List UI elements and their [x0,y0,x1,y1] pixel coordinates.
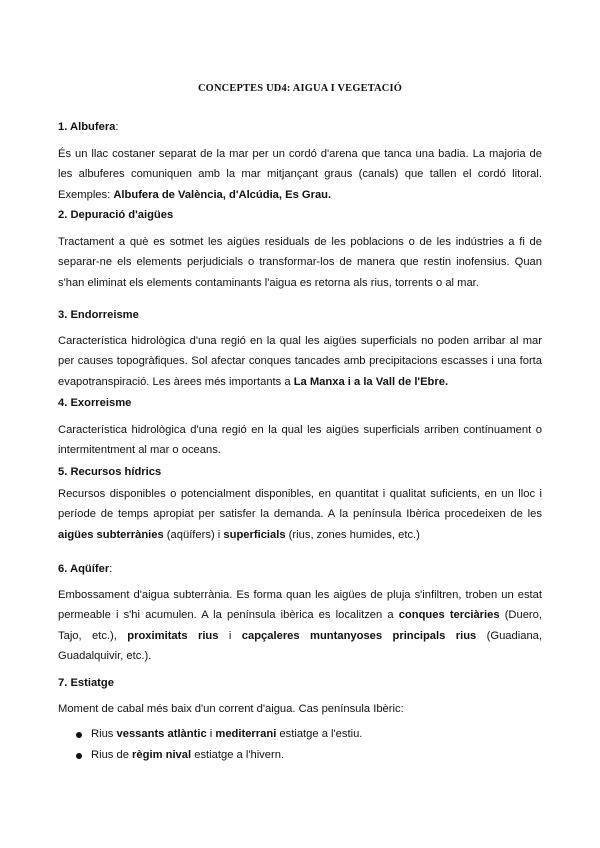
heading-text: 7. Estiatge [58,677,114,689]
text-run: Rius de [91,748,133,761]
text-run: Característica hidrològica d'una regió en la qual les aigües superficials no poden arribar al mar per causes topogràfiques. Sol afectar conques tancades amb precipitacions escasses i una forta evapotranspiració. Les àrees més importants a [58,335,542,388]
section-body-depuracio [58,232,542,293]
heading-text: 2. Depuració d'aigües [58,209,174,221]
section-body-aqueifer [58,585,542,666]
section-body-recursos-hidrics [58,484,542,545]
text-run: Moment de cabal més baix d'un corrent d'aigua. Cas península Ibèric: [58,703,404,715]
section-heading-exorreisme [58,397,131,409]
bold-text-run: vessants atlàntic [116,728,207,740]
bold-text-run: capçaleres muntanyoses principals rius [241,629,477,642]
text-run: Característica hidrològica d'una regió en la qual les aigües superficials arriben contínuament o intermitentment al mar o oceans. [58,424,542,457]
section-body-albufera [58,144,542,205]
text-run: Recursos disponibles o potencialment disponibles, en quantitat i qualitat suficients, en un lloc i període de temps apropiat per satisfer la demanda. A la península Ibèrica procedeixen de les [58,488,542,521]
bold-text-run: mediterrani [215,728,277,740]
text-run: (aqüífers) i [163,528,224,541]
section-body-exorreisme [58,420,542,461]
section-heading-albufera [58,121,119,133]
heading-text: 5. Recursos hídrics [58,466,162,478]
text-run: (rius, zones humides, etc.) [285,528,420,541]
bullet-item [58,724,542,745]
text-run: Tractament a què es sotmet les aigües residuals de les poblacions o de les indústries a fi de separar-ne els elements perjudicials o transformar-los de manera que restin inofensius. Quan s'han eliminat els elements contaminants l'aigua es retorna als rius, torrents o al mar. [58,236,542,289]
text-run: i [206,728,216,740]
bold-text-run: superficials [223,528,286,541]
document-title: CONCEPTES UD4: AIGUA I VEGETACIÓ [197,83,403,94]
text-run: (Guadiana, Guadalquivir, etc.). [58,629,543,662]
text-run: Rius [91,728,117,740]
text-run: (Duero, Tajo, etc.), [58,609,542,642]
bold-text-run: Albufera de València, d'Alcúdia, Es Grau. [113,188,332,201]
bold-text-run: aigües subterrànies [58,528,164,541]
section-heading-estiatge [58,677,114,689]
heading-colon: : [109,563,113,575]
section-heading-depuracio [58,209,173,221]
section-heading-endorreisme [58,309,139,321]
heading-text: 4. Exorreisme [58,397,132,409]
section-heading-recursos-hidrics [58,466,161,478]
section-body-estiatge [58,699,542,719]
text-run: Embossament d'aigua subterrània. Es forma quan les aigües de pluja s'infiltren, troben un estat permeable i s'hi acumulen. A la península ibèrica es localitzen a [58,589,542,622]
heading-text: 3. Endorreisme [58,309,139,321]
heading-colon: : [115,121,119,133]
bold-text-run: conques terciàries [398,609,500,622]
text-run: estiatge a l'hivern. [191,748,285,761]
heading-text: 1. Albufera [58,121,116,133]
estiatge-bullet-list [58,724,542,765]
bullet-item [58,745,542,766]
text-run: estiatge a l'estiu. [276,728,363,740]
bold-text-run: La Manxa i a la Vall de l'Ebre. [293,375,449,388]
heading-text: 6. Aqüífer [58,563,110,575]
text-run: És un llac costaner separat de la mar per un cordó d'arena que tanca una badia. La majoria de les albuferes comuniquen amb la mar mitjançant graus (canals) que tallen el cordó litoral. Exemples: [58,148,542,201]
text-run: i [218,629,242,642]
section-body-endorreisme [58,331,542,392]
bold-text-run: proximitats rius [127,629,219,642]
bold-text-run: règim nival [132,748,192,761]
section-heading-aqueifer [58,563,112,575]
